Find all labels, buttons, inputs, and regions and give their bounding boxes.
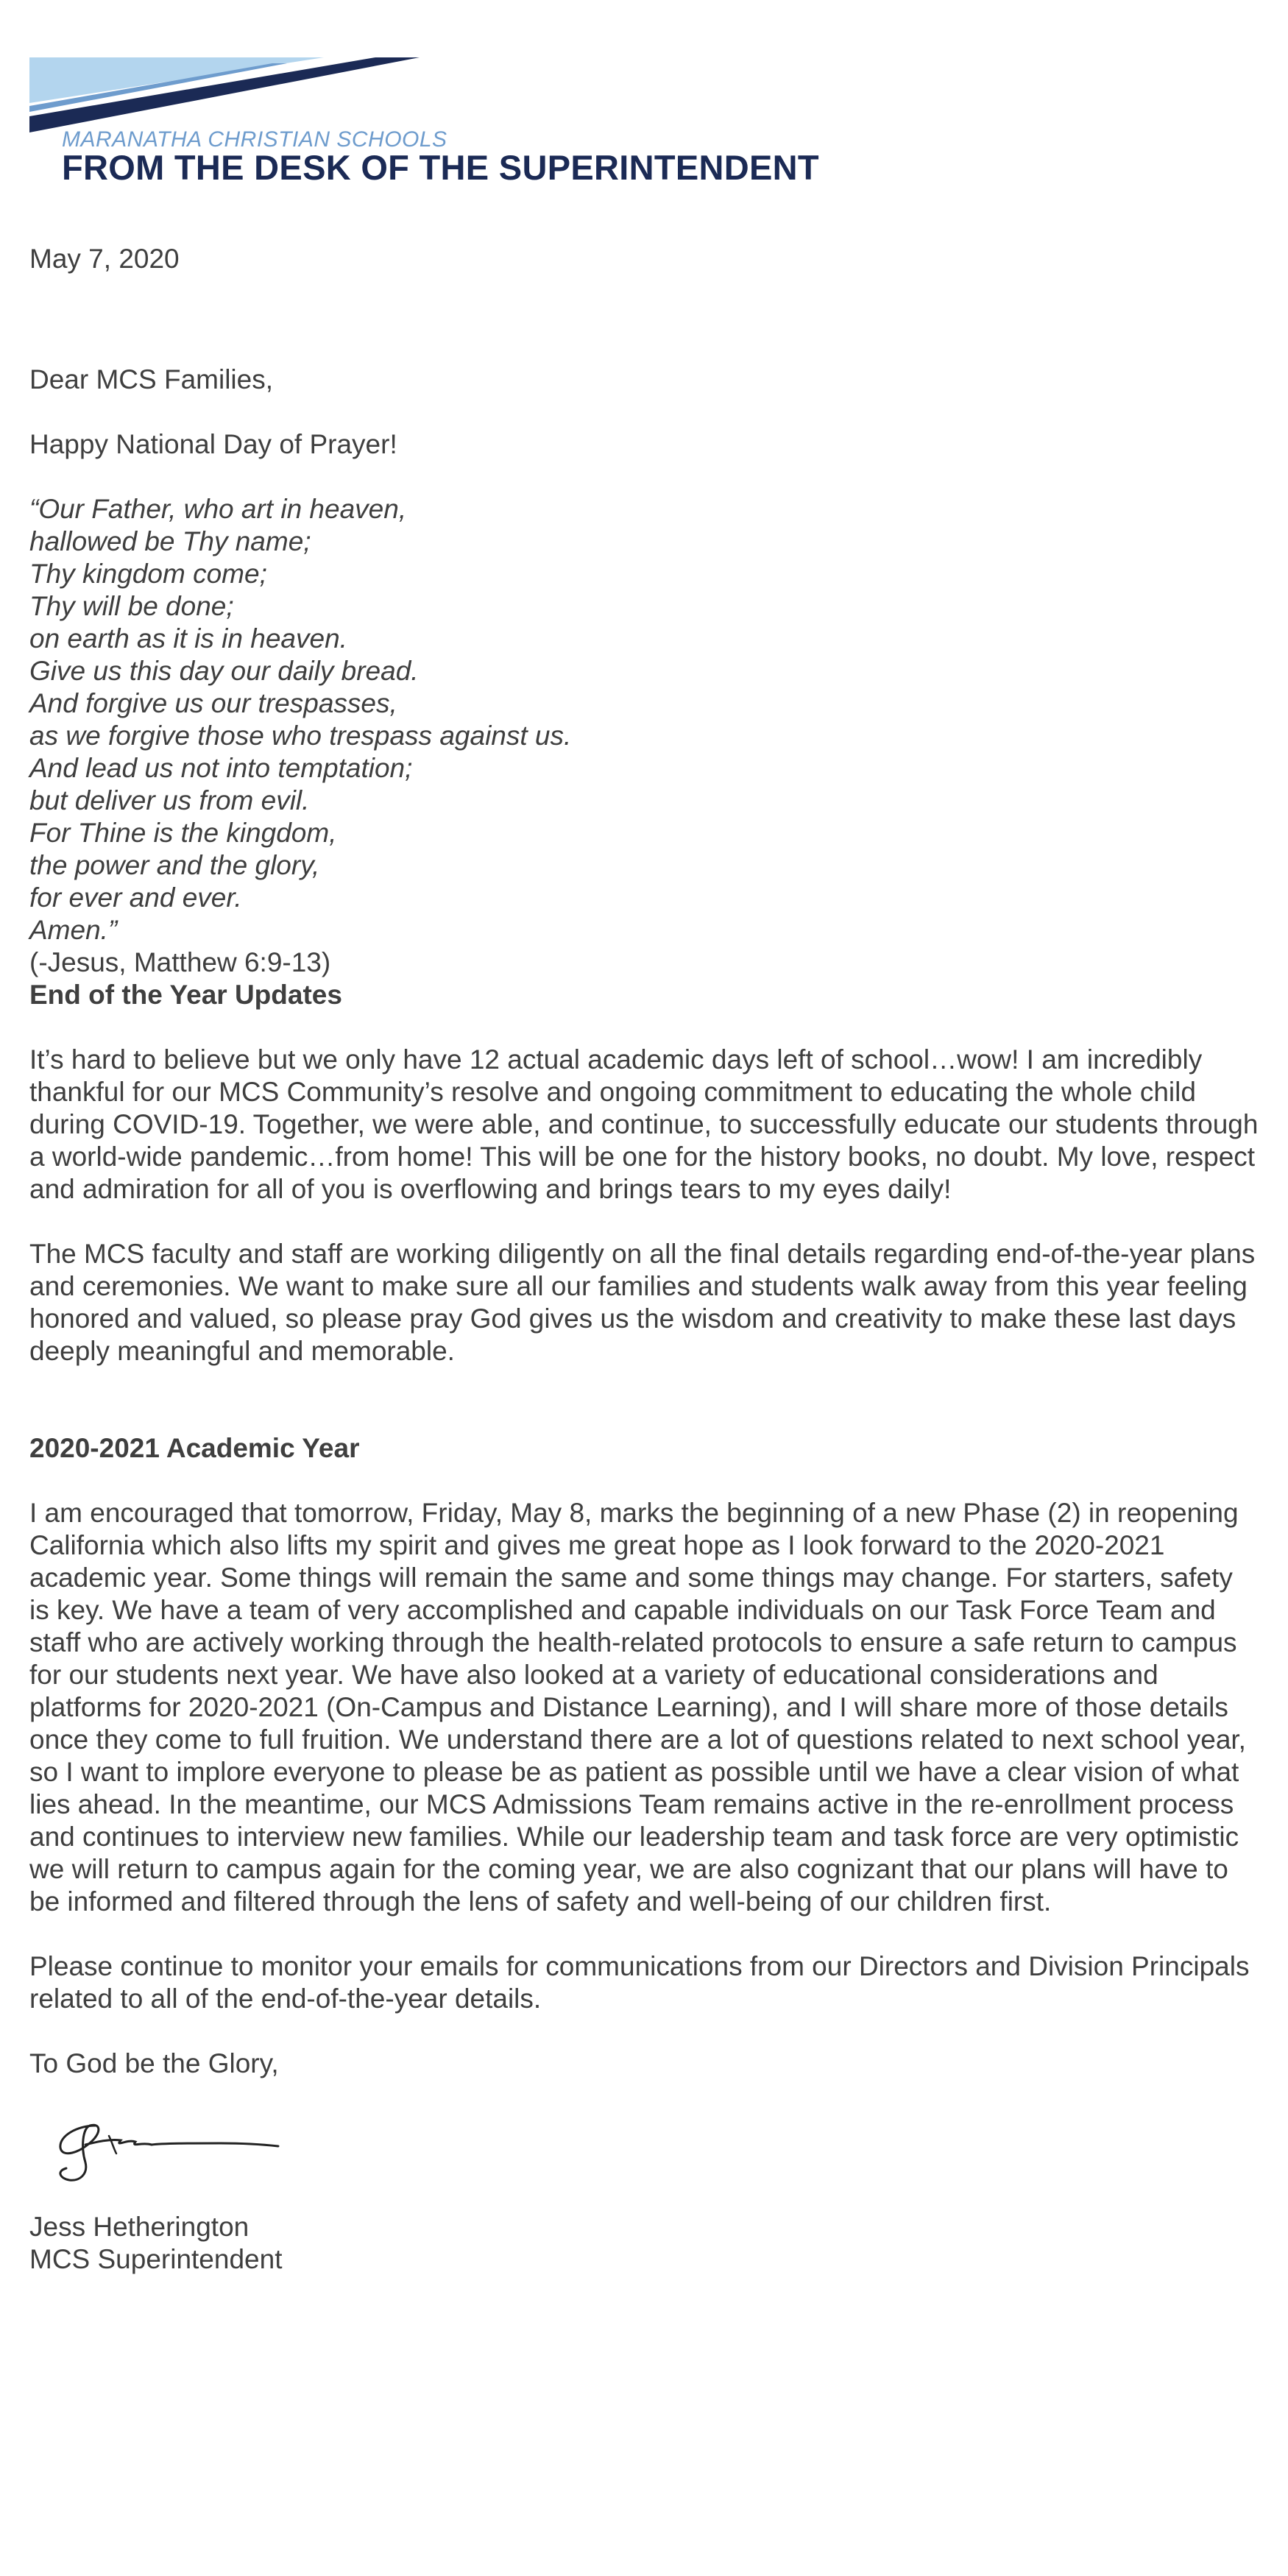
greeting: Happy National Day of Prayer! xyxy=(29,429,397,459)
prayer-line: For Thine is the kingdom, xyxy=(29,818,337,848)
letter-date: May 7, 2020 xyxy=(29,244,180,274)
prayer-line: “Our Father, who art in heaven, xyxy=(29,494,407,524)
handwritten-signature xyxy=(44,2109,287,2190)
paragraph: I am encouraged that tomorrow, Friday, May 8, marks the beginning of a new Phase (2) in reopening California which also lifts my spirit and gives me great hope as I look forward to the 2020-2021 academic year. Some things will remain the same and some things may change. For starters, safety is key. We have a team of very accomplished and capable individuals on our Task Force Team and staff who are actively working through the health-related protocols to ensure a safe return to campus for our students next year. We have also looked at a variety of educational considerations and platforms for 2020-2021 (On-Campus and Distance Learning), and I will share more of those details once they come to full fruition. We understand there are a lot of questions related to next school year, so I want to implore everyone to please be as patient as possible until we have a clear vision of what lies ahead. In the meantime, our MCS Admissions Team remains active in the re-enrollment process and continues to interview new families. While our leadership team and task force are very optimistic we will return to campus again for the coming year, we are also cognizant that our plans will have to be informed and filtered through the lens of safety and well-being of our children first. xyxy=(29,1498,1246,1917)
prayer-line: Thy will be done; xyxy=(29,591,234,621)
letterhead xyxy=(29,57,819,187)
school-name: MARANATHA CHRISTIAN SCHOOLS xyxy=(62,127,447,152)
salutation: Dear MCS Families, xyxy=(29,364,273,394)
prayer-line: Give us this day our daily bread. xyxy=(29,656,419,686)
prayer-line: but deliver us from evil. xyxy=(29,785,310,815)
letterhead-stripes-logo xyxy=(29,57,427,135)
prayer-line: the power and the glory, xyxy=(29,850,320,880)
signer-name: Jess Hetherington xyxy=(29,2212,250,2242)
section-heading-end-of-year: End of the Year Updates xyxy=(29,980,342,1010)
prayer-quote xyxy=(29,493,1259,979)
prayer-line: on earth as it is in heaven. xyxy=(29,623,347,654)
prayer-line: as we forgive those who trespass against us. xyxy=(29,721,572,751)
prayer-line: And forgive us our trespasses, xyxy=(29,688,397,718)
paragraph: The MCS faculty and staff are working diligently on all the final details regarding end-of-the-year plans and ceremonies. We want to make sure all our families and students walk away from this year feeling honored and valued, so please pray God gives us the wisdom and creativity to make these last days deeply meaningful and memorable. xyxy=(29,1239,1256,1366)
prayer-line: hallowed be Thy name; xyxy=(29,526,311,556)
section-heading-academic-year: 2020-2021 Academic Year xyxy=(29,1433,360,1463)
prayer-line: Amen.” xyxy=(29,915,118,945)
letter-body xyxy=(29,243,1259,2276)
prayer-citation: (-Jesus, Matthew 6:9-13) xyxy=(29,947,331,977)
paragraph: It’s hard to believe but we only have 12 actual academic days left of school…wow! I am incredibly thankful for our MCS Community’s resolve and ongoing commitment to educating the whole child during COVID-19. Together, we were able, and continue, to successfully educate our students through a world-wide pandemic…from home! This will be one for the history books, no doubt. My love, respect and admiration for all of you is overflowing and brings tears to my eyes daily! xyxy=(29,1044,1259,1204)
signer-title: MCS Superintendent xyxy=(29,2244,283,2274)
closing: To God be the Glory, xyxy=(29,2048,279,2078)
paragraph: Please continue to monitor your emails for communications from our Directors and Division Principals related to all of the end-of-the-year details. xyxy=(29,1951,1250,2014)
letterhead-title: FROM THE DESK OF THE SUPERINTENDENT xyxy=(62,148,819,187)
prayer-line: for ever and ever. xyxy=(29,882,242,913)
prayer-line: And lead us not into temptation; xyxy=(29,753,413,783)
prayer-line: Thy kingdom come; xyxy=(29,559,267,589)
